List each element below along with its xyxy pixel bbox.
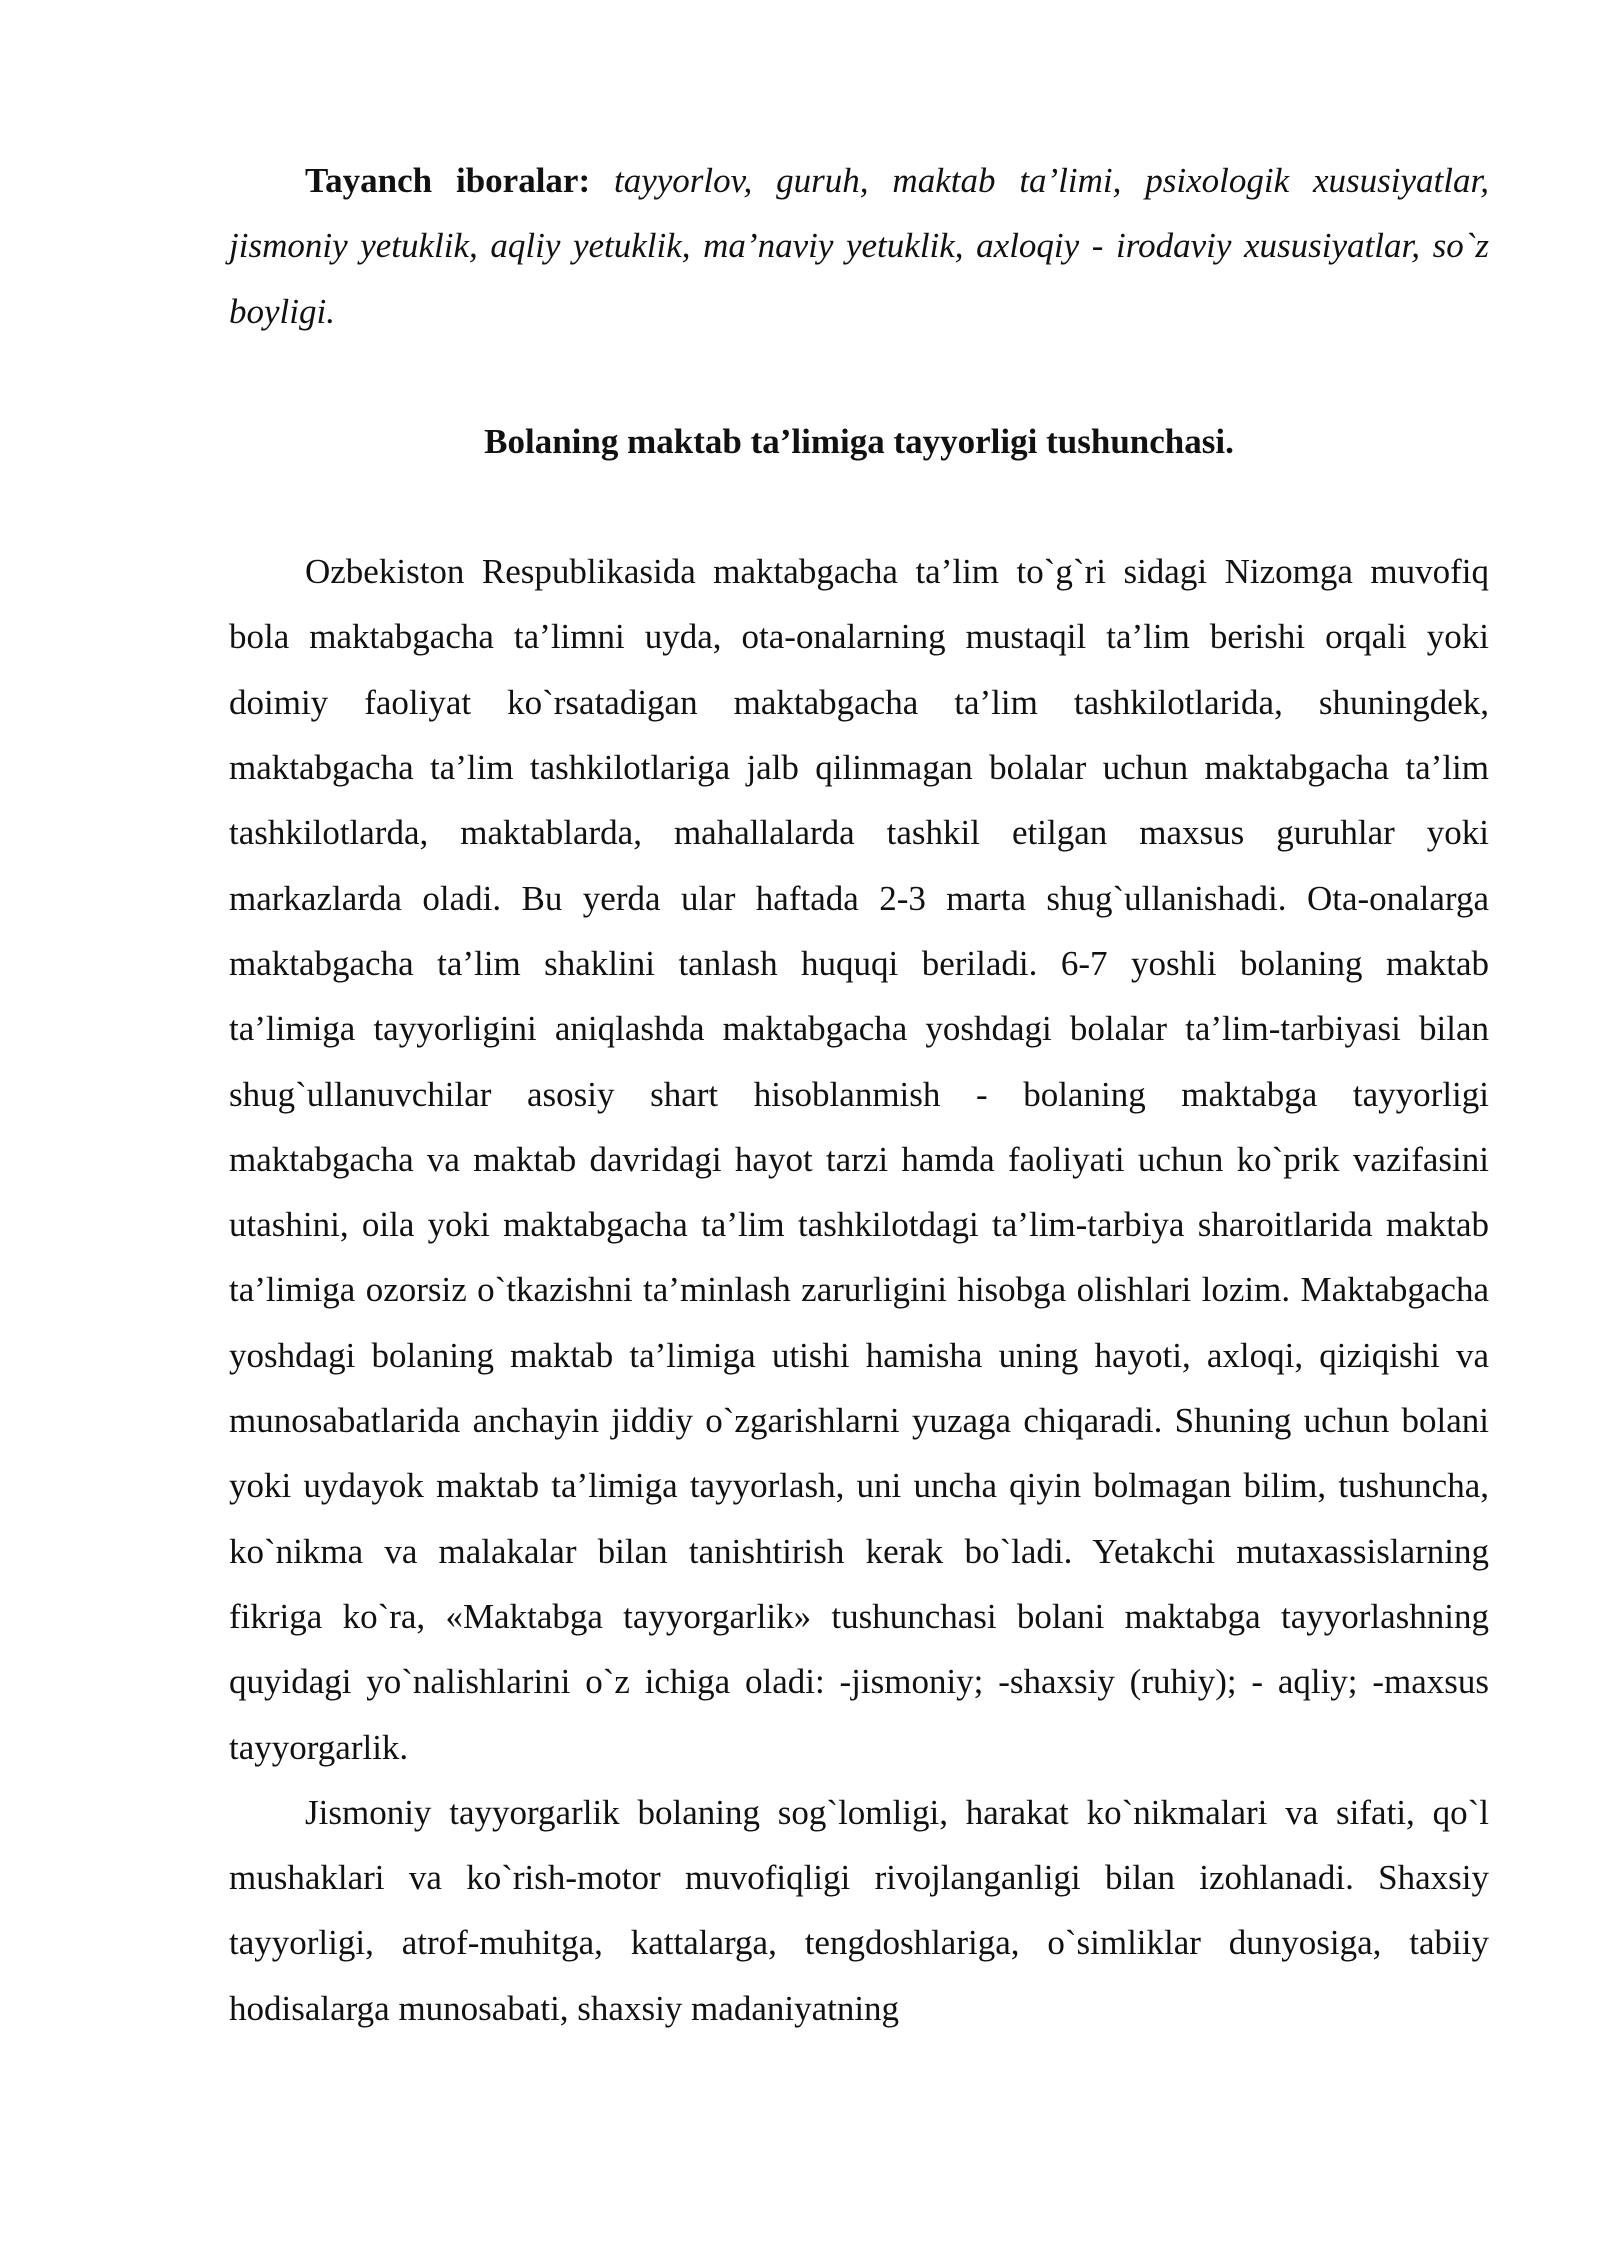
spacer bbox=[229, 474, 1489, 539]
spacer bbox=[229, 344, 1489, 409]
body-paragraph-1: Ozbekiston Respublikasida maktabgacha ta’lim to`g`ri sidagi Nizomga muvofiq bola maktabgacha ta’limni uyda, ota-onalarning mustaqil ta’lim berishi orqali yoki doimiy faoliyat ko`rsatadigan maktabgacha ta’lim tashkilotlarida, shuningdek, maktabgacha ta’lim tashkilotlariga jalb qilinmagan bolalar uchun maktabgacha ta’lim tashkilotlarda, maktablarda, mahallalarda tashkil etilgan maxsus guruhlar yoki markazlarda oladi. Bu yerda ular haftada 2-3 marta shug`ullanishadi. Ota-onalarga maktabgacha ta’lim shaklini tanlash huquqi beriladi. 6-7 yoshli bolaning maktab ta’limiga tayyorligini aniqlashda maktabgacha yoshdagi bolalar ta’lim-tarbiyasi bilan shug`ullanuvchilar asosiy shart hisoblanmish - bolaning maktabga tayyorligi maktabgacha va maktab davridagi hayot tarzi hamda faoliyati uchun ko`prik vazifasini utashini, oila yoki maktabgacha ta’lim tashkilotdagi ta’lim-tarbiya sharoitlarida maktab ta’limiga ozorsiz o`tkazishni ta’minlash zarurligini hisobga olishlari lozim. Maktabgacha yoshdagi bolaning maktab ta’limiga utishi hamisha uning hayoti, axloqi, qiziqishi va munosabatlarida anchayin jiddiy o`zgarishlarni yuzaga chiqaradi. Shuning uchun bolani yoki uydayok maktab ta’limiga tayyorlash, uni uncha qiyin bolmagan bilim, tushuncha, ko`nikma va malakalar bilan tanishtirish kerak bo`ladi. Yetakchi mutaxassislarning fikriga ko`ra, «Maktabga tayyorgarlik» tushunchasi bolani maktabga tayyorlashning quyidagi yo`nalishlarini o`z ichiga oladi: -jismoniy; -shaxsiy (ruhiy); - aqliy; -maxsus tayyorgarlik. bbox=[229, 552, 1489, 1767]
document-page bbox=[229, 148, 1489, 2041]
section-heading: Bolaning maktab ta’limiga tayyorligi tushunchasi. bbox=[484, 421, 1234, 461]
keywords-text: tayyorlov, guruh, maktab ta’limi, psixologik xususiyatlar, jismoniy yetuklik, aqliy yetuklik, ma’naviy yetuklik, axloqiy - irodaviy xususiyatlar, so`z boyligi. bbox=[229, 161, 1489, 331]
keywords-label: Tayanch iboralar: bbox=[305, 161, 591, 200]
body-paragraph-2: Jismoniy tayyorgarlik bolaning sog`lomligi, harakat ko`nikmalari va sifati, qo`l mushaklari va ko`rish-motor muvofiqligi rivojlanganligi bilan izohlanadi. Shaxsiy tayyorligi, atrof-muhitga, kattalarga, tengdoshlariga, o`simliklar dunyosiga, tabiiy hodisalarga munosabati, shaxsiy madaniyatning bbox=[229, 1792, 1489, 2028]
keywords-paragraph bbox=[229, 148, 1489, 344]
